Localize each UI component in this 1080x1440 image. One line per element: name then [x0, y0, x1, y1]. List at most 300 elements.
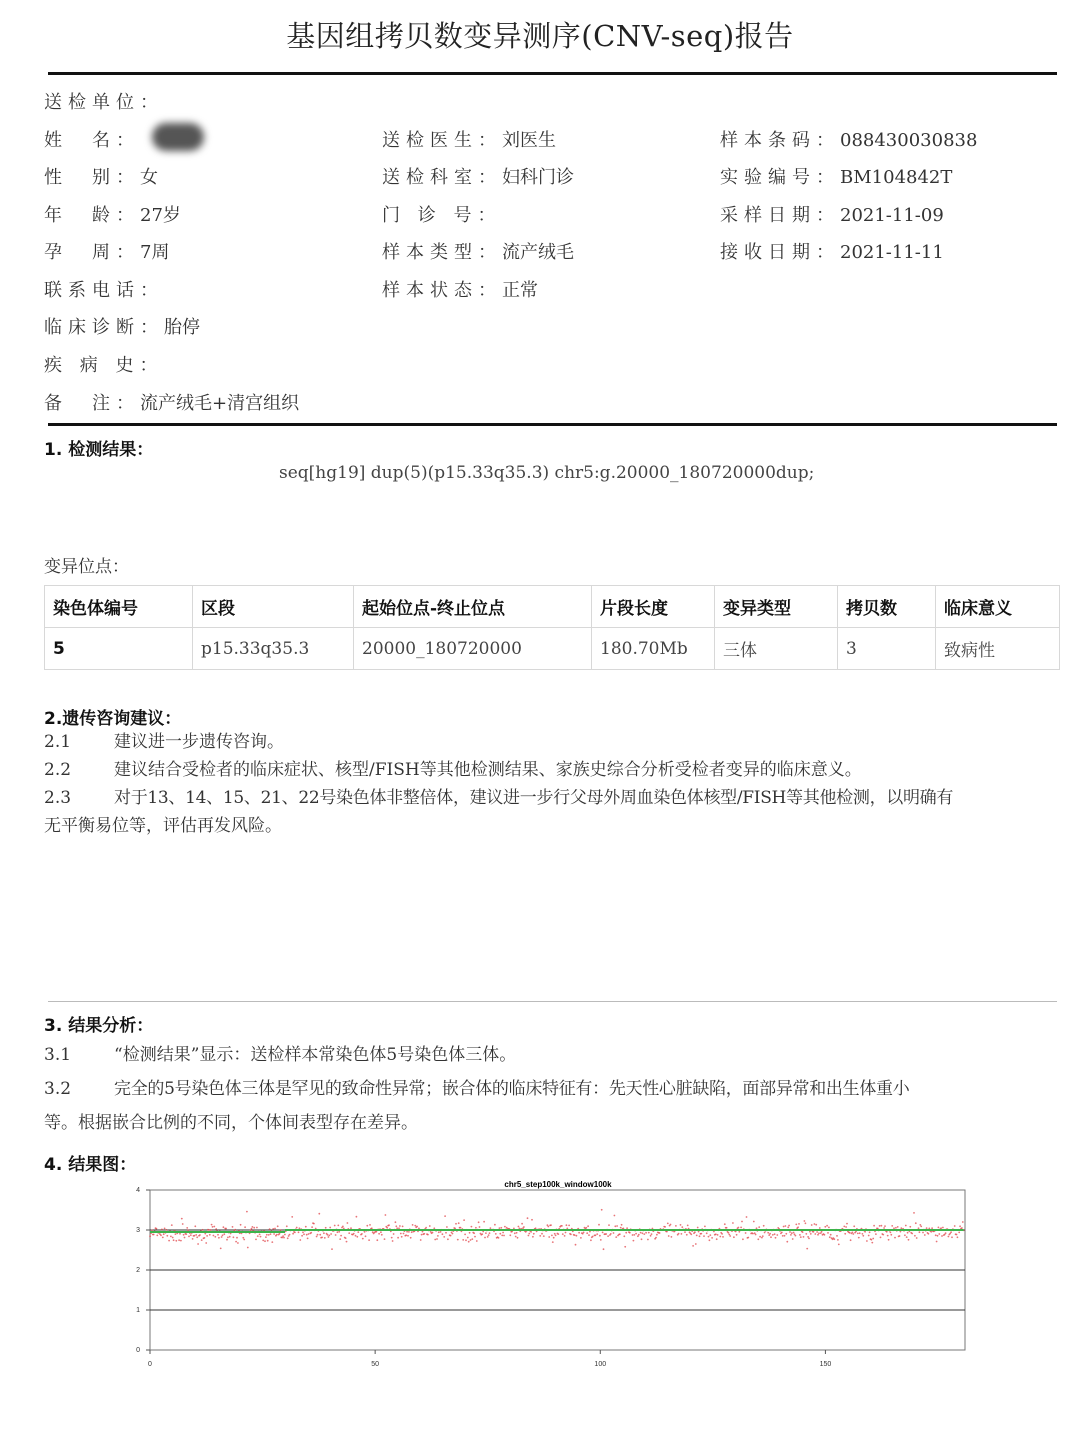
data-point [530, 1231, 532, 1233]
table-header: 起始位点-终止位点 [354, 586, 592, 628]
lab-no-field: 实验编号：BM104842T [720, 167, 953, 188]
data-point [298, 1231, 300, 1233]
section2-heading: 2.遗传咨询建议： [44, 709, 182, 729]
data-point [447, 1238, 449, 1240]
y-tick-label: 3 [136, 1227, 140, 1234]
data-point [837, 1239, 839, 1241]
data-point [485, 1232, 487, 1234]
data-point [810, 1233, 812, 1235]
data-point [185, 1233, 187, 1235]
data-point [614, 1215, 616, 1217]
data-point [190, 1234, 192, 1236]
data-point [783, 1226, 785, 1228]
data-point [279, 1233, 281, 1235]
data-point [619, 1233, 621, 1235]
data-point [182, 1223, 184, 1225]
data-point [625, 1232, 627, 1234]
data-point [234, 1229, 236, 1231]
data-point [808, 1238, 810, 1240]
data-point [528, 1235, 530, 1237]
data-point [385, 1214, 387, 1216]
data-point [356, 1216, 358, 1218]
data-point [690, 1234, 692, 1236]
data-point [576, 1235, 578, 1237]
data-point [633, 1234, 635, 1236]
data-point [962, 1221, 964, 1223]
data-point [151, 1229, 153, 1231]
data-point [924, 1234, 926, 1236]
clinic-field: 门 诊 号： [382, 205, 502, 226]
data-point [170, 1236, 172, 1238]
data-point [678, 1233, 680, 1235]
data-point [959, 1225, 961, 1227]
data-point [807, 1236, 809, 1238]
data-point [587, 1225, 589, 1227]
table-header-row [45, 586, 1060, 628]
data-point [935, 1234, 937, 1236]
data-point [313, 1223, 315, 1225]
data-point [380, 1231, 382, 1233]
data-point [402, 1226, 404, 1228]
data-point [499, 1227, 501, 1229]
data-point [357, 1231, 359, 1233]
data-point [355, 1235, 357, 1237]
data-point [681, 1233, 683, 1235]
data-point [446, 1226, 448, 1228]
data-point [423, 1233, 425, 1235]
list-item: 2.1 建议进一步遗传咨询。 [44, 732, 284, 752]
data-point [586, 1232, 588, 1234]
section3-heading: 3. 结果分析： [44, 1016, 154, 1036]
data-point [364, 1231, 366, 1233]
doctor-field: 送检医生：刘医生 [382, 130, 556, 151]
data-point [291, 1216, 293, 1218]
data-point [590, 1239, 592, 1241]
data-point [504, 1226, 506, 1228]
data-point [886, 1231, 888, 1233]
data-point [862, 1233, 864, 1235]
data-point [650, 1235, 652, 1237]
x-tick-label: 150 [819, 1361, 832, 1368]
data-point [384, 1238, 386, 1240]
list-item-continued: 等。根据嵌合比例的不同，个体间表型存在差异。 [44, 1113, 418, 1133]
data-point [178, 1239, 180, 1241]
data-point [821, 1231, 823, 1233]
table-cell: p15.33q35.3 [193, 628, 354, 670]
data-point [758, 1226, 760, 1228]
data-point [414, 1225, 416, 1227]
data-point [852, 1233, 854, 1235]
data-point [664, 1226, 666, 1228]
data-point [843, 1226, 845, 1228]
data-point [945, 1232, 947, 1234]
table-header: 区段 [193, 586, 354, 628]
data-point [706, 1232, 708, 1234]
data-point [328, 1235, 330, 1237]
data-point [716, 1238, 718, 1240]
data-point [846, 1223, 848, 1225]
data-point [785, 1233, 787, 1235]
data-point [220, 1248, 222, 1250]
data-point [805, 1222, 807, 1224]
data-point [421, 1234, 423, 1236]
data-point [516, 1232, 518, 1234]
data-point [907, 1232, 909, 1234]
data-point [160, 1234, 162, 1236]
data-point [722, 1236, 724, 1238]
data-point [188, 1236, 190, 1238]
data-point [614, 1225, 616, 1227]
data-point [408, 1231, 410, 1233]
x-tick-label: 100 [594, 1361, 607, 1368]
data-point [875, 1233, 877, 1235]
data-point [340, 1235, 342, 1237]
data-point [893, 1227, 895, 1229]
data-point [371, 1227, 373, 1229]
data-point [819, 1227, 821, 1229]
data-point [815, 1224, 817, 1226]
data-point [740, 1227, 742, 1229]
data-point [339, 1238, 341, 1240]
data-point [659, 1232, 661, 1234]
data-point [568, 1225, 570, 1227]
data-point [728, 1234, 730, 1236]
data-point [299, 1239, 301, 1241]
x-tick-label: 50 [371, 1361, 380, 1368]
data-point [318, 1213, 320, 1215]
data-point [527, 1217, 529, 1219]
data-point [153, 1234, 155, 1236]
data-point [425, 1227, 427, 1229]
data-point [811, 1224, 813, 1226]
data-point [217, 1234, 219, 1236]
y-tick-label: 2 [136, 1267, 140, 1274]
data-point [789, 1231, 791, 1233]
data-point [728, 1232, 730, 1234]
data-point [858, 1237, 860, 1239]
data-point [287, 1237, 289, 1239]
data-point [575, 1244, 577, 1246]
data-point [781, 1232, 783, 1234]
data-point [916, 1237, 918, 1239]
data-point [225, 1228, 227, 1230]
data-point [317, 1234, 319, 1236]
data-point [175, 1233, 177, 1235]
data-point [399, 1225, 401, 1227]
data-point [895, 1227, 897, 1229]
data-point [881, 1225, 883, 1227]
data-point [518, 1226, 520, 1228]
data-point [334, 1225, 336, 1227]
data-point [882, 1234, 884, 1236]
data-point [884, 1225, 886, 1227]
data-point [715, 1233, 717, 1235]
gestation-field: 孕 周：7周 [44, 242, 170, 263]
data-point [805, 1233, 807, 1235]
data-point [580, 1237, 582, 1239]
data-point [697, 1227, 699, 1229]
data-point [271, 1241, 273, 1243]
data-point [941, 1235, 943, 1237]
data-point [156, 1235, 158, 1237]
data-point [438, 1231, 440, 1233]
data-point [891, 1225, 893, 1227]
data-point [797, 1226, 799, 1228]
data-point [194, 1225, 196, 1227]
data-point [329, 1227, 331, 1229]
data-point [256, 1227, 258, 1229]
result-karyotype: seq[hg19] dup(5)(p15.33q35.3) chr5:g.20000_180720000dup; [279, 463, 815, 483]
data-point [598, 1224, 600, 1226]
data-point [410, 1237, 412, 1239]
data-point [767, 1232, 769, 1234]
data-point [338, 1231, 340, 1233]
redacted-name [152, 123, 204, 151]
data-point [752, 1233, 754, 1235]
data-point [742, 1238, 744, 1240]
data-point [210, 1229, 212, 1231]
table-cell: 5 [45, 628, 193, 670]
data-point [774, 1233, 776, 1235]
age-field: 年 龄：27岁 [44, 205, 181, 226]
data-point [321, 1237, 323, 1239]
data-point [149, 1235, 151, 1237]
data-point [671, 1236, 673, 1238]
data-point [306, 1234, 308, 1236]
data-point [474, 1236, 476, 1238]
data-point [607, 1235, 609, 1237]
data-point [890, 1234, 892, 1236]
data-point [240, 1224, 242, 1226]
data-point [605, 1233, 607, 1235]
data-point [741, 1221, 743, 1223]
data-point [427, 1234, 429, 1236]
data-point [616, 1225, 618, 1227]
data-point [301, 1235, 303, 1237]
data-point [173, 1239, 175, 1241]
table-header: 染色体编号 [45, 586, 193, 628]
data-point [620, 1227, 622, 1229]
data-point [565, 1232, 567, 1234]
data-point [869, 1231, 871, 1233]
data-point [517, 1237, 519, 1239]
data-point [252, 1226, 254, 1228]
data-point [570, 1234, 572, 1236]
data-point [613, 1232, 615, 1234]
data-point [289, 1234, 291, 1236]
data-point [775, 1237, 777, 1239]
data-point [161, 1229, 163, 1231]
data-point [528, 1233, 530, 1235]
data-point [471, 1226, 473, 1228]
name-field: 姓 名： [44, 130, 140, 151]
data-point [709, 1239, 711, 1241]
data-point [515, 1236, 517, 1238]
data-point [699, 1235, 701, 1237]
data-point [533, 1233, 535, 1235]
data-point [887, 1235, 889, 1237]
data-point [626, 1227, 628, 1229]
data-point [600, 1239, 602, 1241]
data-point [222, 1234, 224, 1236]
data-point [595, 1234, 597, 1236]
data-point [905, 1225, 907, 1227]
data-point [957, 1236, 959, 1238]
data-point [675, 1225, 677, 1227]
table-header: 变异类型 [715, 586, 838, 628]
data-point [872, 1238, 874, 1240]
data-point [251, 1228, 253, 1230]
data-point [262, 1240, 264, 1242]
data-point [799, 1234, 801, 1236]
x-tick-label: 0 [148, 1361, 152, 1368]
data-point [915, 1222, 917, 1224]
data-point [555, 1235, 557, 1237]
data-point [197, 1243, 199, 1245]
data-point [443, 1236, 445, 1238]
data-point [791, 1232, 793, 1234]
data-point [489, 1232, 491, 1234]
table-header: 临床意义 [936, 586, 1060, 628]
data-point [864, 1231, 866, 1233]
data-point [553, 1237, 555, 1239]
data-point [213, 1226, 215, 1228]
data-point [772, 1234, 774, 1236]
data-point [495, 1233, 497, 1235]
table-cell: 20000_180720000 [354, 628, 592, 670]
data-point [633, 1240, 635, 1242]
data-point [871, 1239, 873, 1241]
data-point [686, 1234, 688, 1236]
data-point [602, 1232, 604, 1234]
data-point [432, 1232, 434, 1234]
list-item: 2.3 对于13、14、15、21、22号染色体非整倍体，建议进一步行父母外周血染色体核型/FISH等其他检测，以明确有 [44, 788, 954, 808]
data-point [871, 1242, 873, 1244]
data-point [381, 1234, 383, 1236]
data-point [601, 1209, 603, 1211]
data-point [828, 1227, 830, 1229]
data-point [850, 1239, 852, 1241]
data-point [266, 1234, 268, 1236]
data-point [940, 1227, 942, 1229]
data-point [444, 1215, 446, 1217]
data-point [655, 1237, 657, 1239]
data-point [416, 1226, 418, 1228]
y-tick-label: 0 [136, 1347, 140, 1354]
data-point [709, 1234, 711, 1236]
data-point [257, 1235, 259, 1237]
data-point [215, 1228, 217, 1230]
data-point [494, 1224, 496, 1226]
data-point [729, 1235, 731, 1237]
data-point [879, 1225, 881, 1227]
data-point [337, 1231, 339, 1233]
data-point [824, 1234, 826, 1236]
data-point [814, 1233, 816, 1235]
data-point [194, 1235, 196, 1237]
data-point [954, 1225, 956, 1227]
data-point [756, 1227, 758, 1229]
data-point [342, 1226, 344, 1228]
data-point [201, 1239, 203, 1241]
data-point [738, 1227, 740, 1229]
data-point [255, 1239, 257, 1241]
data-point [296, 1227, 298, 1229]
data-point [574, 1234, 576, 1236]
data-point [479, 1226, 481, 1228]
data-point [366, 1225, 368, 1227]
data-point [299, 1227, 301, 1229]
gender-field: 性 别：女 [44, 167, 158, 188]
data-point [836, 1235, 838, 1237]
data-point [368, 1239, 370, 1241]
table-header: 拷贝数 [838, 586, 936, 628]
data-point [433, 1227, 435, 1229]
data-point [931, 1227, 933, 1229]
data-point [803, 1236, 805, 1238]
data-point [274, 1228, 276, 1230]
data-point [668, 1235, 670, 1237]
variant-table [44, 585, 1060, 670]
data-point [608, 1224, 610, 1226]
data-point [376, 1239, 378, 1241]
data-point [488, 1234, 490, 1236]
data-point [899, 1235, 901, 1237]
data-point [564, 1235, 566, 1237]
data-point [236, 1237, 238, 1239]
data-point [784, 1235, 786, 1237]
header-divider [48, 72, 1057, 75]
data-point [641, 1238, 643, 1240]
data-point [392, 1240, 394, 1242]
data-point [694, 1231, 696, 1233]
data-point [554, 1233, 556, 1235]
data-point [356, 1236, 358, 1238]
data-point [913, 1212, 915, 1214]
data-point [470, 1239, 472, 1241]
data-point [436, 1238, 438, 1240]
data-point [711, 1237, 713, 1239]
data-point [378, 1233, 380, 1235]
data-point [793, 1232, 795, 1234]
data-point [906, 1236, 908, 1238]
data-point [361, 1233, 363, 1235]
data-point [400, 1233, 402, 1235]
data-point [792, 1238, 794, 1240]
section1-heading: 1. 检测结果： [44, 440, 154, 460]
data-point [324, 1237, 326, 1239]
section4-heading: 4. 结果图： [44, 1155, 137, 1175]
data-point [862, 1235, 864, 1237]
data-point [938, 1227, 940, 1229]
section-divider [48, 1001, 1057, 1002]
data-point [642, 1232, 644, 1234]
data-point [205, 1242, 207, 1244]
data-point [437, 1235, 439, 1237]
data-point [237, 1242, 239, 1244]
data-point [345, 1237, 347, 1239]
data-point [282, 1235, 284, 1237]
data-point [350, 1227, 352, 1229]
data-point [469, 1232, 471, 1234]
chart-title: chr5_step100k_window100k [504, 1180, 612, 1189]
data-point [397, 1237, 399, 1239]
data-point [785, 1225, 787, 1227]
data-point [270, 1233, 272, 1235]
data-point [543, 1235, 545, 1237]
data-point [566, 1224, 568, 1226]
data-point [629, 1232, 631, 1234]
